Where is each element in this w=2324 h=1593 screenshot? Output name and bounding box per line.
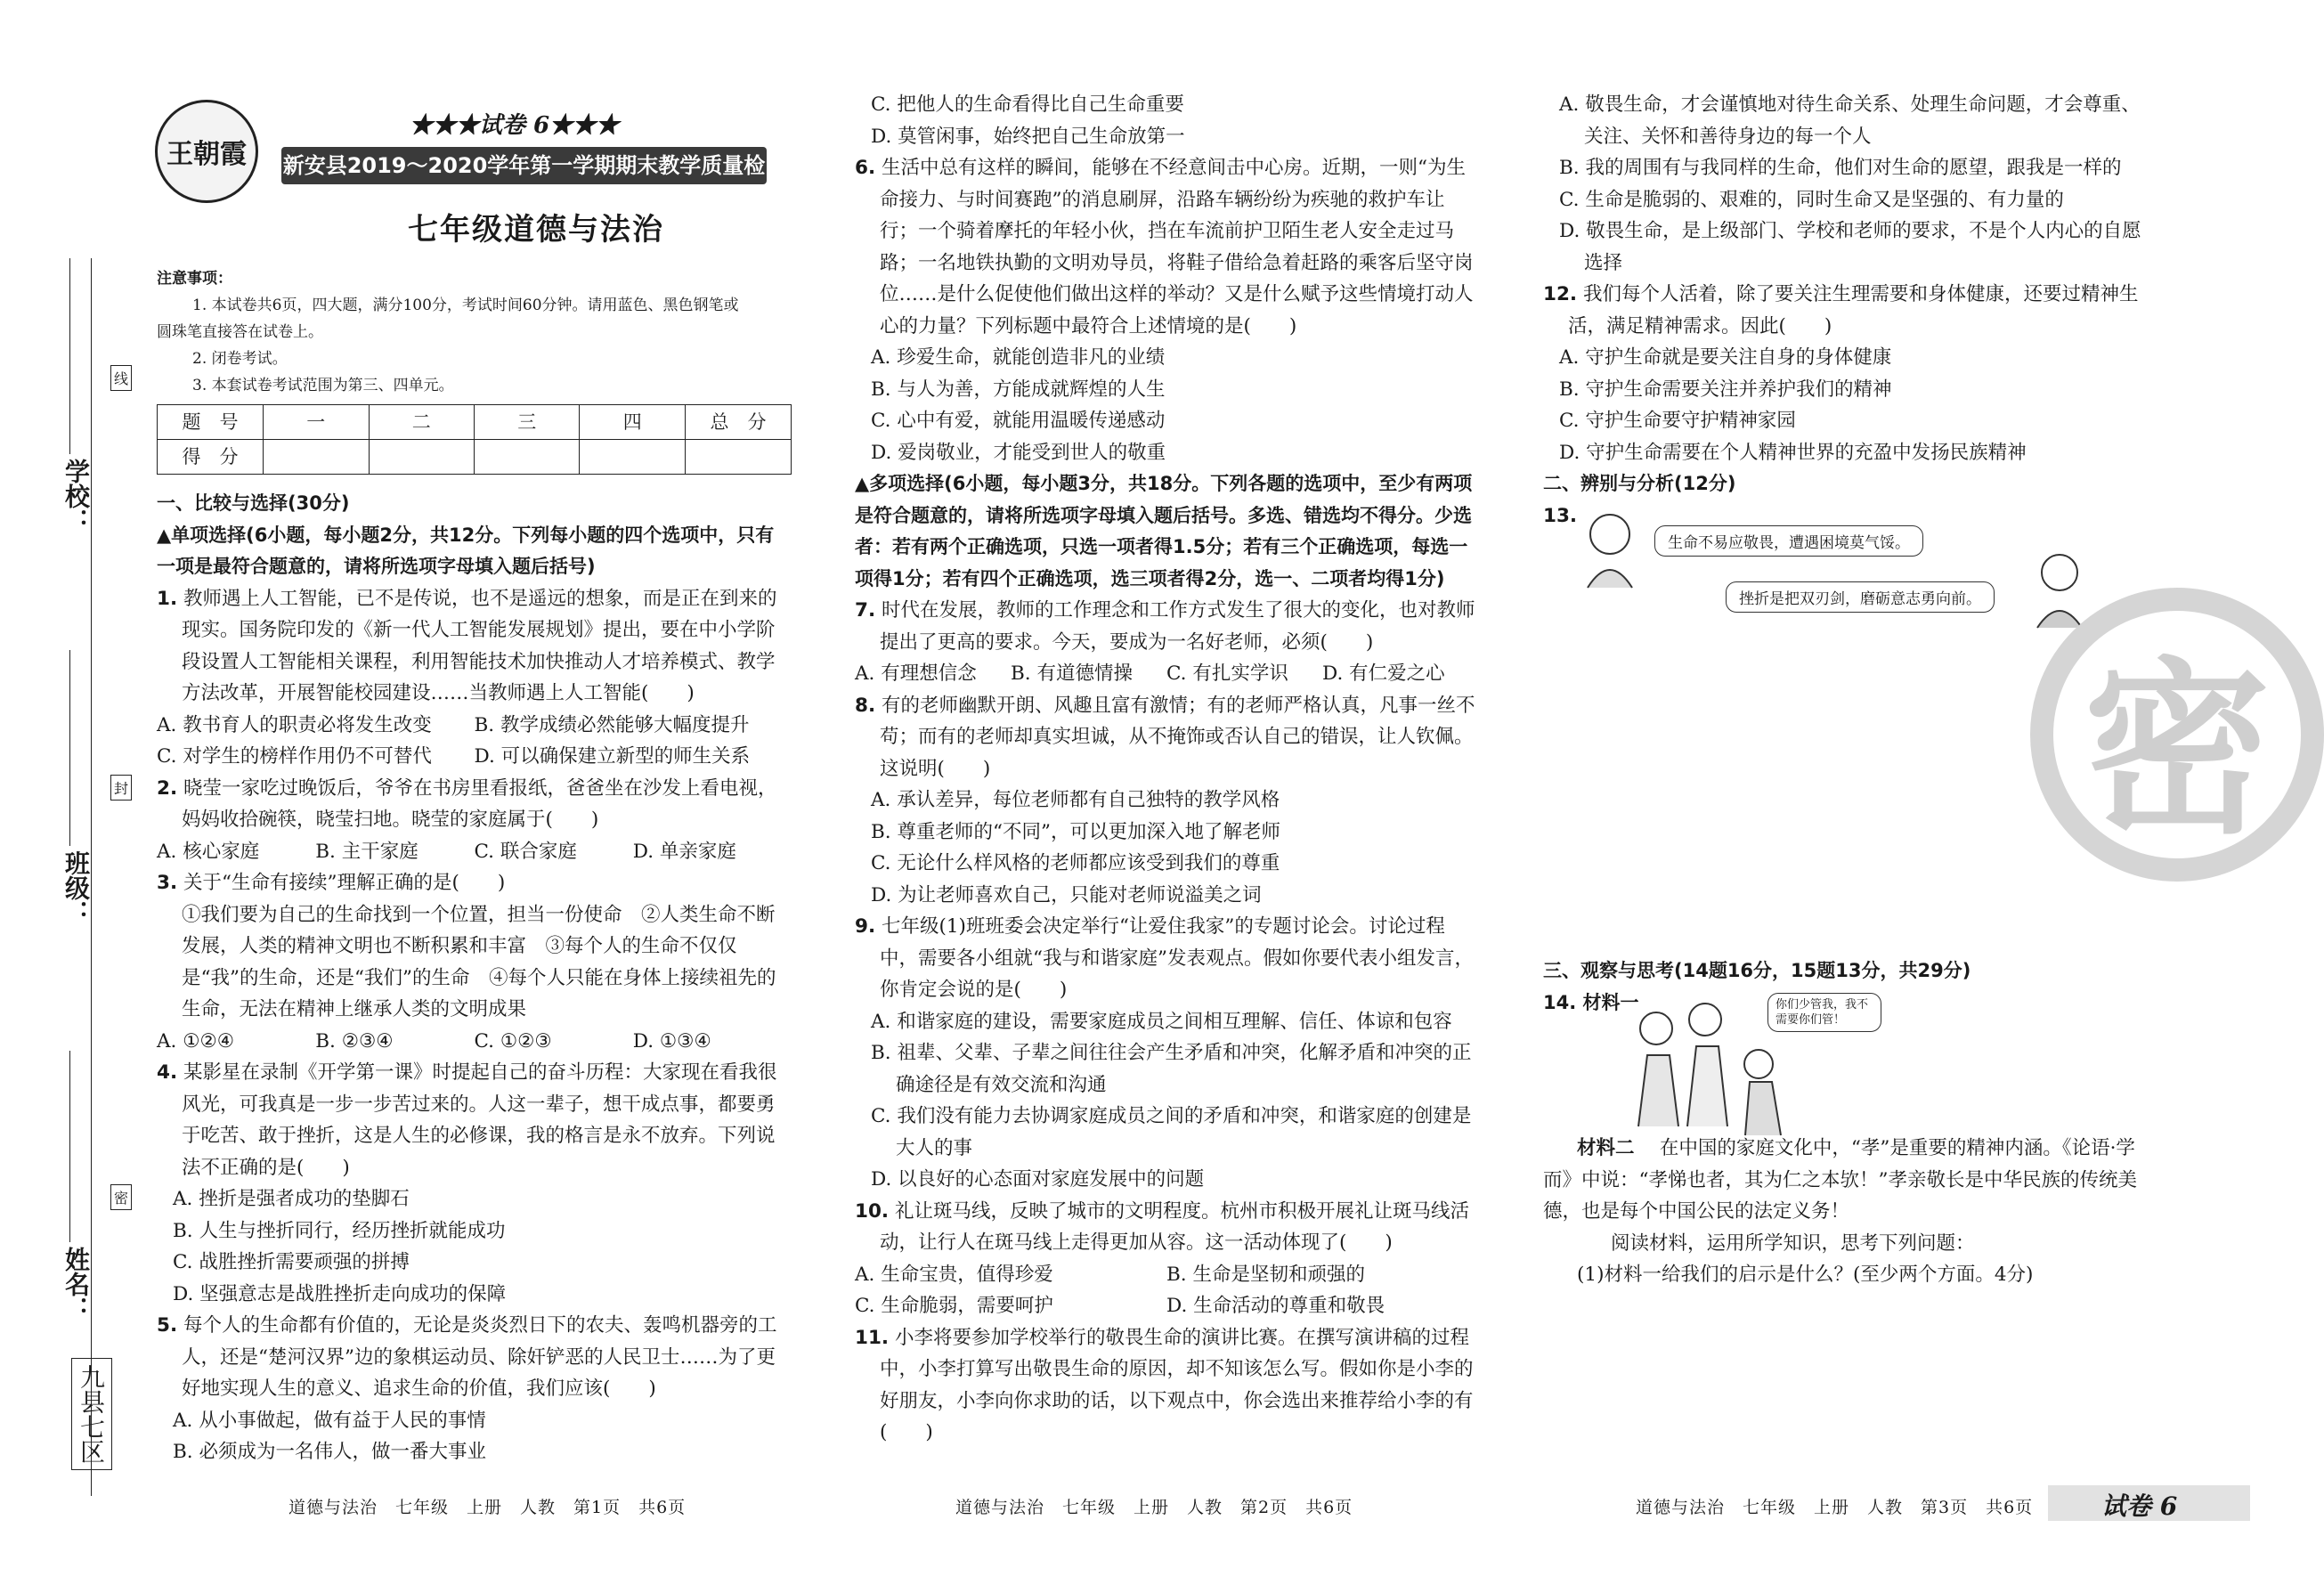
material2-text: 在中国的家庭文化中，“孝”是重要的精神内涵。《论语·学而》中说：“孝悌也者，其为仁之本欤！”孝亲敬长是中华民族的传统美德，也是每个中国公民的法定义务！	[1543, 1137, 2137, 1223]
question	[855, 690, 1478, 785]
notes-block	[157, 265, 792, 482]
score-cell[interactable]	[685, 440, 791, 475]
question-number: 8.	[855, 694, 876, 717]
student-girl-icon	[1570, 508, 1650, 588]
score-header-cell: 题 号	[158, 405, 264, 440]
option: D. 有仁爱之心	[1322, 662, 1445, 685]
district-label: 九县七区	[71, 1358, 112, 1470]
seal-mark-line: 线	[110, 365, 132, 391]
section-instructions: ▲单项选择(6小题，每小题2分，共12分。下列每小题的四个选项中，只有一项是最符合题意的，请将所选项字母填入题后括号)	[157, 524, 775, 577]
question	[157, 773, 792, 836]
seal-stamp-icon	[2030, 588, 2324, 882]
option: D. 坚强意志是战胜挫折走向成功的保障	[173, 1282, 507, 1305]
option: D. 莫管闲事，始终把自己生命放第一	[871, 125, 1185, 148]
score-cell[interactable]	[264, 440, 369, 475]
material2-label: 材料二	[1577, 1137, 1635, 1159]
option: A. 敬畏生命，才会谨慎地对待生命关系、处理生命问题，才会尊重、关注、关怀和善待身边的每一个人	[1559, 93, 2141, 148]
score-cell[interactable]	[474, 440, 579, 475]
q14-sub1: (1)材料一给我们的启示是什么？(至少两个方面。4分)	[1577, 1264, 2034, 1286]
option-row	[157, 710, 792, 742]
question-number: 12.	[1543, 283, 1578, 305]
question	[855, 1196, 1478, 1259]
question-number: 6.	[855, 157, 876, 179]
question-text: 有的老师幽默开朗、风趣且富有激情；有的老师严格认真，凡事一丝不苟；而有的老师却真实坦诚，从不掩饰或否认自己的错误，让人钦佩。这说明( )	[880, 694, 1475, 780]
score-header-cell: 四	[580, 405, 685, 440]
section-heading: 二、辨别与分析(12分)	[1543, 473, 1736, 494]
option: C. 我们没有能力去协调家庭成员之间的矛盾和冲突，和谐家庭的创建是大人的事	[871, 1105, 1472, 1159]
footer-badge	[2048, 1485, 2250, 1521]
question	[855, 1322, 1478, 1449]
question	[157, 867, 792, 899]
class-label: 班级：	[61, 850, 91, 925]
option: C. 心中有爱，就能用温暖传递感动	[871, 410, 1166, 432]
question-text: 教师遇上人工智能，已不是传说，也不是遥远的想象，而是正在到来的现实。国务院印发的《新一代人工智能发展规划》提出，要在中小学阶段设置人工智能相关课程，利用智能技术加快推动人才培养模式、教学方法改革，开展智能校园建设……当教师遇上人工智能( )	[182, 587, 777, 704]
section-instructions: ▲多项选择(6小题，每小题3分，共18分。下列各题的选项中，至少有两项是符合题意的，请将所选项字母填入题后括号。多选、错选均不得分。少选者：若有两个正确选项，只选一项者得1.5分；若有三个正确选项，每选一项得1分；若有四个正确选项，选三项者得2分，选一、二项者均得1分)	[855, 473, 1473, 589]
option: C. 把他人的生命看得比自己生命重要	[871, 93, 1184, 116]
question	[855, 152, 1478, 342]
footer-page-1: 道德与法治 七年级 上册 人教 第1页 共6页	[288, 1498, 687, 1517]
q13-illustration	[1543, 508, 2157, 632]
option: D. 生命活动的尊重和敬畏	[1166, 1295, 1385, 1317]
option: B. 有道德情操	[1011, 662, 1133, 685]
q13-bubble-2: 挫折是把双刃剑，磨砺意志勇向前。	[1726, 581, 1995, 613]
question-number: 13.	[1543, 504, 1578, 527]
question	[157, 1310, 792, 1405]
question-number: 10.	[855, 1199, 890, 1223]
question-text: 生活中总有这样的瞬间，能够在不经意间击中心房。近期，一则“为生命接力、与时间赛跑”的消息刷屏，沿路车辆纷纷为疾驰的救护车让行；一个骑着摩托的年轻小伙，挡在车流前护卫陌生老人安全走过马路；一名地铁执勤的文明劝导员，将鞋子借给急着赶路的乘客后坚守岗位……是什么促使他们做出这样的举动？又是什么赋予这些情境打动人心的力量？下列标题中最符合上述情境的是( )	[880, 157, 1474, 337]
question-text: 我们每个人活着，除了要关注生理需要和身体健康，还要过精神生活，满足精神需求。因此( )	[1568, 283, 2139, 337]
question	[1543, 279, 2157, 342]
stamp-char: 密	[2083, 641, 2271, 859]
option: C. 有扎实学识	[1166, 662, 1288, 685]
score-header-cell: 一	[264, 405, 369, 440]
option: B. 人生与挫折同行，经历挫折就能成功	[173, 1219, 506, 1242]
option: B. 必须成为一名伟人，做一番大事业	[173, 1441, 486, 1463]
option: A. ①②④	[157, 1029, 235, 1053]
footer-page-3: 道德与法治 七年级 上册 人教 第3页 共6页	[1636, 1498, 2034, 1517]
option: B. 我的周围有与我同样的生命，他们对生命的愿望，跟我是一样的	[1559, 157, 2122, 179]
option: B. 生命是坚韧和顽强的	[1166, 1263, 1365, 1286]
option: A. 和谐家庭的建设，需要家庭成员之间相互理解、信任、体谅和包容	[871, 1010, 1452, 1033]
option: B. 主干家庭	[315, 840, 418, 863]
class-field[interactable]	[69, 650, 70, 846]
option: D. 守护生命需要在个人精神世界的充盈中发扬民族精神	[1559, 441, 2027, 464]
option: B. 守护生命需要关注并养护我们的精神	[1559, 378, 1892, 401]
score-header-cell: 总 分	[685, 405, 791, 440]
option-row	[157, 741, 792, 773]
question-number: 11.	[855, 1326, 890, 1349]
notes-item: 2. 闭卷考试。	[192, 350, 288, 368]
option: A. 承认差异，每位老师都有自己独特的教学风格	[871, 789, 1280, 811]
question-number: 1.	[157, 587, 178, 610]
q13-bubble-1: 生命不易应敬畏，遭遇困境莫气馁。	[1654, 525, 1923, 557]
option: C. 守护生命要守护精神家园	[1559, 410, 1796, 432]
exam-number: ★★★试卷 6★★★	[410, 112, 620, 139]
notes-heading: 注意事项：	[157, 270, 232, 288]
option-row	[855, 1259, 1478, 1291]
question-text: 晓莹一家吃过晚饭后，爷爷在书房里看报纸，爸爸坐在沙发上看电视，妈妈收拾碗筷，晓莹扫地。晓莹的家庭属于( )	[182, 776, 777, 831]
score-cell[interactable]	[369, 440, 474, 475]
logo-text: 王朝霞	[167, 139, 247, 170]
option: A. 守护生命就是要关注自身的身体健康	[1559, 346, 1892, 369]
option: D. ①③④	[632, 1029, 711, 1053]
option: A. 核心家庭	[157, 840, 260, 863]
section-heading: 三、观察与思考(14题16分，15题13分，共29分)	[1543, 960, 1971, 981]
question-text: 小李将要参加学校举行的敬畏生命的演讲比赛。在撰写演讲稿的过程中，小李打算写出敬畏生命的原因，却不知该怎么写。假如你是小李的好朋友，小李向你求助的话，以下观点中，你会选出来推荐给小李的有( )	[880, 1326, 1474, 1443]
question-text: 礼让斑马线，反映了城市的文明程度。杭州市积极开展礼让斑马线活动，让行人在斑马线上走得更加从容。这一活动体现了( )	[880, 1199, 1469, 1254]
notes-item: 3. 本套试卷考试范围为第三、四单元。	[192, 377, 454, 394]
option: C. 联合家庭	[474, 840, 577, 863]
option-row	[157, 1026, 792, 1058]
option: B. 尊重老师的“不同”，可以更加深入地了解老师	[871, 820, 1280, 843]
question-statements: ①我们要为自己的生命找到一个位置，担当一份使命 ②人类生命不断发展，人类的精神文明也不断积累和丰富 ③每个人的生命不仅仅是“我”的生命，还是“我们”的生命 ④每个人只能在身体上接续祖先的生命，无法在精神上继承人类的文明成果	[182, 903, 776, 1020]
notes-item: 圆珠笔直接答在试卷上。	[157, 323, 323, 341]
question-number: 4.	[157, 1061, 178, 1084]
q14-prompt: 阅读材料，运用所学知识，思考下列问题：	[1611, 1231, 1975, 1255]
option: D. 以良好的心态面对家庭发展中的问题	[871, 1168, 1205, 1191]
question-text: 关于“生命有接续”理解正确的是( )	[183, 872, 506, 894]
question	[855, 595, 1478, 658]
option: A. 珍爱生命，就能创造非凡的业绩	[871, 346, 1166, 369]
question-number: 3.	[157, 872, 178, 894]
question	[855, 911, 1478, 1006]
option: C. 战胜挫折需要顽强的拼搏	[173, 1251, 410, 1273]
column-3-top	[1543, 89, 2157, 532]
question-number: 2.	[157, 776, 178, 800]
score-header-cell: 二	[369, 405, 474, 440]
exam-title: 新安县2019～2020学年第一学期期末教学质量检测试卷	[281, 147, 767, 184]
option: A. 教书育人的职责必将发生改变	[157, 713, 432, 736]
score-row-label: 得 分	[158, 440, 264, 475]
name-label: 姓名：	[61, 1247, 91, 1321]
column-1	[157, 488, 792, 1468]
option-row	[157, 836, 792, 868]
option: B. 祖辈、父辈、子辈之间往往会产生矛盾和冲突，化解矛盾和冲突的正确途径是有效交流和沟通	[871, 1042, 1472, 1096]
question-text: 某影星在录制《开学第一课》时提起自己的奋斗历程：大家现在看我很风光，可我真是一步一步苦过来的。人这一辈子，想干成点事，都要勇于吃苦、敢于挫折，这是人生的必修课，我的格言是永不放弃。下列说法不正确的是( )	[182, 1061, 777, 1179]
option: A. 挫折是强者成功的垫脚石	[173, 1188, 410, 1210]
badge-text: 试卷 6	[2101, 1491, 2178, 1521]
option-row	[855, 658, 1478, 690]
question	[157, 1057, 792, 1183]
column-2	[855, 89, 1478, 1449]
option-row	[855, 1290, 1478, 1322]
option: C. 生命脆弱，需要呵护	[855, 1295, 1053, 1317]
option: D. 单亲家庭	[632, 840, 736, 863]
option: B. 教学成绩必然能够大幅度提升	[474, 713, 750, 736]
question-text: 每个人的生命都有价值的，无论是炎炎烈日下的农夫、轰鸣机器旁的工人，还是“楚河汉界”边的象棋运动员、除奸铲恶的人民卫士……为了更好地实现人生的意义、追求生命的价值，我们应该( )	[182, 1314, 777, 1400]
score-table	[157, 404, 792, 475]
score-header-cell: 三	[474, 405, 579, 440]
option: C. 生命是脆弱的、艰难的，同时生命又是坚强的、有力量的	[1559, 188, 2064, 211]
option: A. 生命宝贵，值得珍爱	[855, 1263, 1053, 1286]
option: D. 爱岗敬业，才能受到世人的敬重	[871, 441, 1166, 464]
option: D. 敬畏生命，是上级部门、学校和老师的要求，不是个人内心的自愿选择	[1559, 220, 2141, 274]
score-cell[interactable]	[580, 440, 685, 475]
q14-cartoon	[1603, 993, 1888, 1140]
option: D. 可以确保建立新型的师生关系	[474, 745, 751, 768]
option: A. 有理想信念	[855, 662, 977, 685]
option: C. 无论什么样风格的老师都应该受到我们的尊重	[871, 852, 1280, 874]
option: A. 从小事做起，做有益于人民的事情	[173, 1409, 486, 1432]
section-heading: 一、比较与选择(30分)	[157, 492, 350, 514]
section-heading: 14. 材料一	[1543, 991, 1639, 1013]
question-text: 时代在发展，教师的工作理念和工作方式发生了很大的变化，也对教师提出了更高的要求。今天，要成为一名好老师，必须( )	[880, 599, 1475, 654]
subject-title: 七年级道德与法治	[408, 212, 664, 248]
question-number: 5.	[157, 1314, 178, 1337]
question-text: 七年级(1)班班委会决定举行“让爱住我家”的专题讨论会。讨论过程中，需要各小组就“我与和谐家庭”发表观点。假如你要代表小组发言，你肯定会说的是( )	[880, 915, 1474, 1001]
seal-mark-seal: 封	[110, 775, 132, 801]
notes-item: 1. 本试卷共6页，四大题，满分100分，考试时间60分钟。请用蓝色、黑色钢笔或	[192, 297, 739, 314]
option: B. ②③④	[315, 1029, 394, 1053]
school-field[interactable]	[69, 258, 70, 454]
seal-mark-secret: 密	[110, 1184, 132, 1210]
option: C. 对学生的榜样作用仍不可替代	[157, 745, 432, 768]
option: D. 为让老师喜欢自己，只能对老师说溢美之词	[871, 883, 1262, 906]
question-number: 9.	[855, 915, 876, 938]
logo	[155, 100, 258, 203]
school-label: 学校：	[61, 459, 91, 533]
q14-cartoon-bubble: 你们少管我，我不需要你们管！	[1767, 993, 1881, 1032]
question	[157, 583, 792, 710]
option: B. 与人为善，方能成就辉煌的人生	[871, 378, 1166, 401]
option: C. ①②③	[474, 1029, 552, 1053]
footer-page-2: 道德与法治 七年级 上册 人教 第2页 共6页	[955, 1498, 1353, 1517]
question-number: 7.	[855, 599, 876, 622]
name-field[interactable]	[69, 1051, 70, 1242]
q14-material-block	[1543, 1133, 2157, 1291]
